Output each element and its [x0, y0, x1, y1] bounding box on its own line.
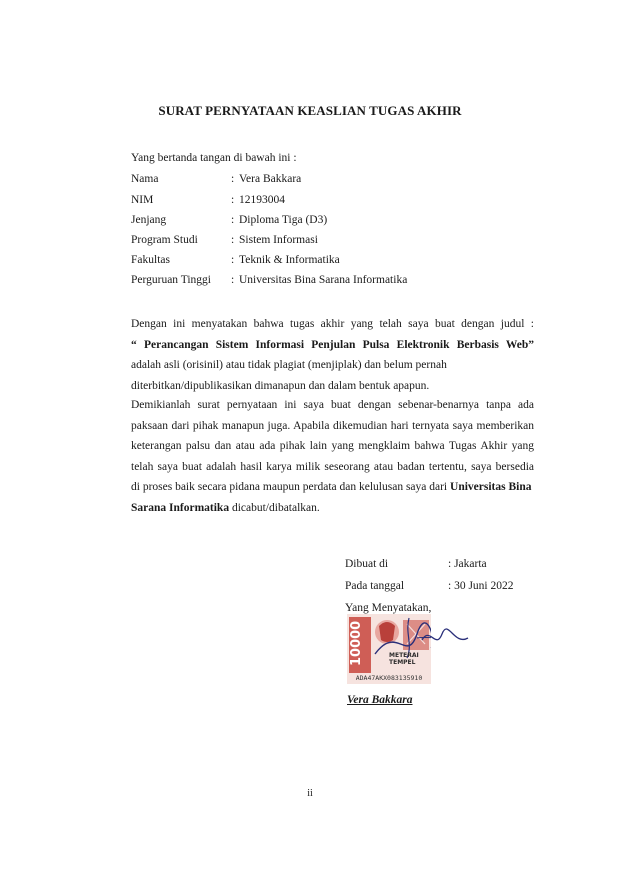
field-value: Vera Bakkara	[239, 173, 302, 185]
field-colon: :	[231, 254, 235, 266]
date-value: : 30 Juni 2022	[448, 580, 514, 592]
field-colon: :	[231, 234, 235, 246]
field-label: NIM	[131, 194, 154, 206]
field-value: Universitas Bina Sarana Informatika	[239, 274, 408, 286]
stamp-label-line: TEMPEL	[389, 659, 416, 666]
university-name: Sarana Informatika	[131, 501, 230, 514]
field-value: Sistem Informasi	[239, 234, 318, 246]
stamp-serial: ADA47AKX083135910	[355, 674, 423, 682]
paragraph-line: adalah asli (orisinil) atau tidak plagiat (menjiplak) dan belum pernah	[131, 359, 447, 371]
page-title: SURAT PERNYATAAN KEASLIAN TUGAS AKHIR	[158, 103, 462, 118]
field-value: Diploma Tiga (D3)	[239, 214, 328, 226]
field-colon: :	[231, 194, 235, 206]
paragraph-line: Demikianlah surat pernyataan ini saya buat dengan sebenar-benarnya tanpa ada	[131, 399, 534, 411]
place-row	[345, 558, 487, 570]
paragraph-line: paksaan dari pihak manapun juga. Apabila dikemudian hari ternyata saya memberikan	[131, 419, 534, 432]
field-colon: :	[231, 274, 235, 286]
line-text: di proses baik secara pidana maupun perdata dan kelulusan saya dari	[131, 481, 451, 493]
statement-paragraph-1	[131, 314, 534, 396]
signature-ink	[420, 620, 470, 660]
intro-text: Yang bertanda tangan di bawah ini :	[131, 152, 297, 164]
date-label: Pada tanggal	[345, 580, 405, 592]
declarant-label: Yang Menyatakan,	[345, 602, 432, 614]
signer-name: Vera Bakkara	[347, 694, 413, 706]
statement-paragraph-2	[131, 395, 534, 518]
stamp-label	[389, 652, 419, 666]
page-number: ii	[307, 788, 313, 799]
meterai-stamp	[347, 614, 431, 684]
place-value: : Jakarta	[448, 558, 487, 570]
paragraph-line: keterangan palsu dan atau ada pihak lain yang mengklaim bahwa Tugas Akhir yang	[131, 440, 534, 452]
paragraph-line	[131, 498, 534, 519]
line-text: dicabut/dibatalkan.	[229, 501, 320, 514]
stamp-amount: 10000	[349, 620, 364, 666]
paragraph-line: Dengan ini menyatakan bahwa tugas akhir yang telah saya buat dengan judul :	[131, 318, 534, 330]
paragraph-line	[131, 477, 534, 498]
thesis-title: “ Perancangan Sistem Informasi Penjulan Pulsa Elektronik Berbasis Web”	[131, 338, 534, 351]
field-colon: :	[231, 173, 235, 185]
field-label: Program Studi	[131, 234, 198, 246]
field-label: Nama	[131, 173, 159, 185]
paragraph-line: telah saya buat adalah hasil karya milik seseorang atau badan tertentu, saya bersedia	[131, 460, 534, 473]
paragraph-line: diterbitkan/dipublikasikan dimanapun dan dalam bentuk apapun.	[131, 379, 430, 392]
place-label: Dibuat di	[345, 558, 389, 570]
stamp-label-line: METERAI	[389, 652, 419, 659]
field-colon: :	[231, 214, 235, 226]
field-label: Perguruan Tinggi	[131, 274, 211, 286]
university-name: Universitas Bina	[450, 481, 532, 493]
field-label: Jenjang	[131, 214, 167, 226]
field-label: Fakultas	[131, 254, 170, 266]
date-row	[345, 580, 514, 592]
field-value: Teknik & Informatika	[239, 254, 340, 266]
field-value: 12193004	[239, 194, 285, 206]
